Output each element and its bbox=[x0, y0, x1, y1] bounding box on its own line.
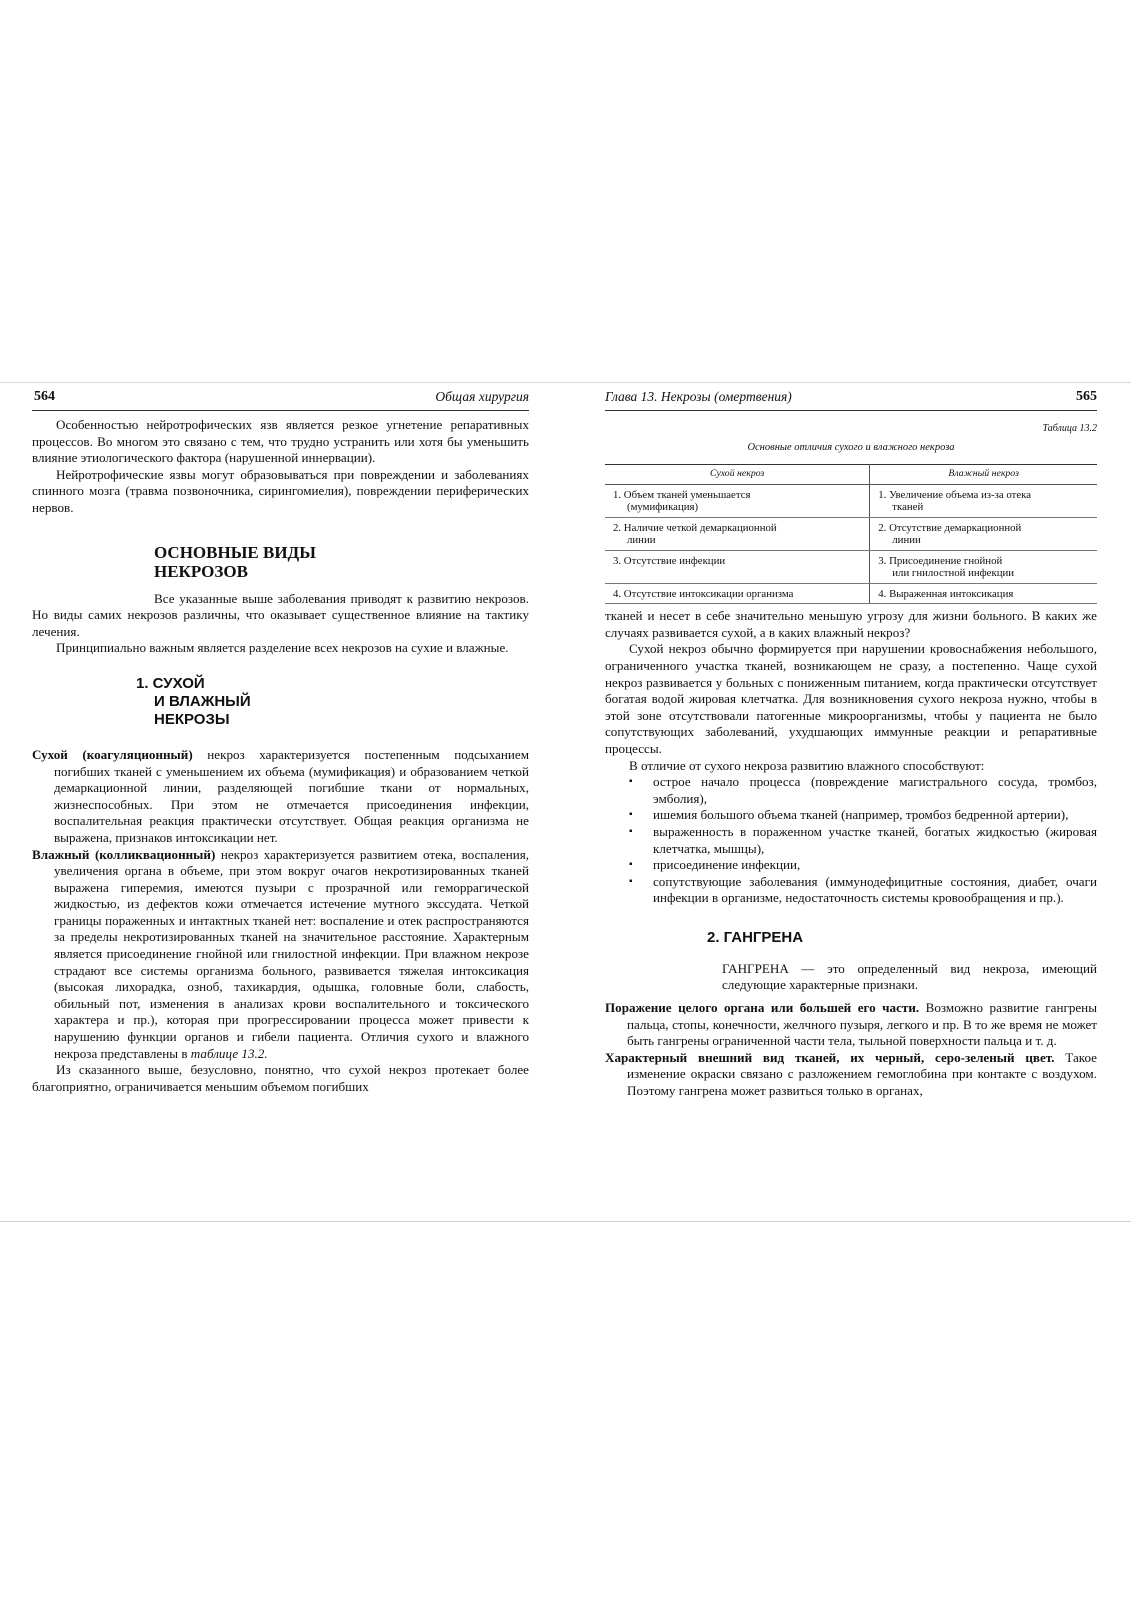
cell-text: 2. Наличие четкой демаркационной bbox=[613, 521, 777, 534]
section-heading bbox=[154, 543, 529, 581]
list-item: ▪ ишемия большого объема тканей (например, тромбоз бедренной артерии), bbox=[629, 807, 1097, 824]
bullet-list bbox=[605, 774, 1097, 907]
definition-gangrene-1 bbox=[605, 1000, 1097, 1050]
cell-text: 4. Выраженная интоксикация bbox=[878, 587, 1014, 600]
right-header-rule bbox=[605, 410, 1097, 411]
cell-text: 2. Отсутствие демаркационной bbox=[878, 521, 1022, 534]
right-running-head bbox=[605, 389, 1097, 409]
cell-text: 4. Отсутствие интоксикации организма bbox=[613, 587, 794, 600]
table-cell bbox=[605, 550, 870, 583]
right-page-body bbox=[605, 417, 1097, 1100]
comparison-table bbox=[605, 464, 1097, 604]
definition-text: некроз характеризуется постепенным подсыханием погибших тканей с уменьшением их объема (мумификация) и образованием четкой демаркационной линии, разделяющей погибшие ткани от нормальных, жизнеспособных. При этом не отмечается присоединения инфекции, воспалительная реакция практически отсутствует. Общая реакция организма не выражена, признаков интоксикации нет. bbox=[54, 746, 529, 845]
paragraph: тканей и несет в себе значительно меньшую угрозу для жизни больного. В каких же случаях развивается сухой, а в каких влажный некроз? bbox=[605, 608, 1097, 640]
left-page-body bbox=[32, 417, 529, 1095]
table-cell bbox=[870, 583, 1097, 604]
section-heading-line: НЕКРОЗОВ bbox=[154, 561, 248, 581]
table-cell bbox=[870, 550, 1097, 583]
subsection-heading-line: НЕКРОЗЫ bbox=[154, 710, 230, 728]
right-running-title: Глава 13. Некрозы (омертвения) bbox=[605, 389, 792, 404]
paragraph: В отличие от сухого некроза развитию влажного способствуют: bbox=[629, 757, 985, 773]
term: Характерный внешний вид тканей, их черный, серо-зеленый цвет. bbox=[605, 1049, 1055, 1065]
list-item: ▪ присоединение инфекции, bbox=[629, 857, 1097, 874]
table-cell bbox=[605, 583, 870, 604]
table-row bbox=[605, 517, 1097, 550]
cell-text: 3. Отсутствие инфекции bbox=[613, 554, 726, 567]
table-title: Основные отличия сухого и влажного некроза bbox=[747, 441, 955, 453]
paragraph: Сухой некроз обычно формируется при нарушении кровоснабжения небольшого, ограниченного участка тканей, возникающем не сразу, а постепенно. Чаще сухой некроз развивается у больных с пониженным питанием, когда практически отсутствует богатая водой жировая клетчатка. Для возникновения сухого некроза нужно, чтобы в этой зоне отсутствовали патогенные микроорганизмы, чтобы у пациента не было сопутствующих заболеваний, ухудшающих иммунные реакции и репаративные процессы. bbox=[605, 641, 1097, 756]
left-running-head bbox=[32, 389, 529, 409]
section-heading-line: ОСНОВНЫЕ ВИДЫ bbox=[154, 542, 316, 562]
definition-dry-necrosis bbox=[32, 747, 529, 847]
paragraph: ГАНГРЕНА — это определенный вид некроза, имеющий следующие характерные признаки. bbox=[722, 960, 1097, 993]
term: Поражение целого органа или большей его части. bbox=[605, 1000, 920, 1016]
right-page-number: 565 bbox=[1076, 389, 1097, 404]
term-dry: Сухой (коагуляционный) bbox=[32, 746, 193, 762]
term-wet: Влажный (колликвационный) bbox=[32, 846, 216, 862]
table-header-wet: Влажный некроз bbox=[870, 465, 1097, 485]
section-heading: 2. ГАНГРЕНА bbox=[707, 928, 804, 946]
cell-text: 1. Увеличение объема из-за отека bbox=[878, 488, 1032, 501]
table-cell bbox=[605, 484, 870, 517]
paragraph: Из сказанного выше, безусловно, понятно, что сухой некроз протекает более благоприятно, ограничивается меньшим объемом погибших bbox=[32, 1062, 529, 1094]
paragraph: Нейротрофические язвы могут образовываться при повреждении и заболеваниях спинного мозга (травма позвоночника, сирингомиелия), повреждении периферических нервов. bbox=[32, 466, 529, 515]
cell-text: или гнилостной инфекции bbox=[892, 567, 1015, 580]
table-row bbox=[605, 484, 1097, 517]
left-running-title: Общая хирургия bbox=[435, 389, 529, 404]
list-item: ▪ сопутствующие заболевания (иммунодефицитные состояния, диабет, очаги инфекции в организме, недостаточность системы кровообращения и пр.). bbox=[629, 874, 1097, 907]
list-item: ▪ выраженность в пораженном участке тканей, богатых жидкостью (жировая клетчатка, мышцы), bbox=[629, 824, 1097, 857]
definition-text: Возможно развитие гангрены пальца, стопы, конечности, желчного пузыря, легкого и пр. В то же время не может быть гангрены ограниченной части тела, тыльной поверхности пальца и т. д. bbox=[627, 1000, 1097, 1049]
table-header-dry: Сухой некроз bbox=[605, 465, 870, 485]
cell-text: (мумификация) bbox=[627, 501, 699, 514]
table-reference: таблице 13.2. bbox=[190, 1045, 268, 1061]
left-header-rule bbox=[32, 410, 529, 411]
book-spread bbox=[0, 382, 1131, 1222]
paragraph: Принципиально важным является разделение всех некрозов на сухие и влажные. bbox=[56, 640, 509, 656]
subsection-heading bbox=[136, 675, 529, 729]
cell-text: 3. Присоединение гнойной bbox=[878, 554, 1003, 567]
paragraph: Все указанные выше заболевания приводят к развитию некрозов. Но виды самих некрозов различны, что оказывает существенное влияние на тактику лечения. bbox=[32, 590, 529, 639]
table-header-row bbox=[605, 465, 1097, 485]
table-cell bbox=[605, 517, 870, 550]
table-cell bbox=[870, 517, 1097, 550]
table-row bbox=[605, 550, 1097, 583]
table-caption: Таблица 13.2 bbox=[1042, 423, 1097, 434]
paragraph: Особенностью нейротрофических язв является резкое угнетение репаративных процессов. Во многом это связано с тем, что трудно устранить или хотя бы уменьшить влияние этиологического фактора (нарушенной иннервации). bbox=[32, 417, 529, 466]
left-page-number: 564 bbox=[34, 389, 55, 404]
definition-gangrene-2 bbox=[605, 1050, 1097, 1100]
cell-text: 1. Объем тканей уменьшается bbox=[613, 488, 751, 501]
definition-wet-necrosis bbox=[32, 847, 529, 1063]
definition-text: некроз характеризуется развитием отека, воспаления, увеличения органа в объеме, при этом вокруг очагов некротизированных тканей выражена гиперемия, имеются пузыри с прозрачной или геморрагической жидкостью, из дефектов кожи отмечается истечение мутного экссудата. Четкой границы пораженных и интактных тканей нет: воспаление и отек распространяются за пределы некротизированных тканей на значительное расстояние. Характерным является присоединение гнойной или гнилостной инфекции. При влажном некрозе страдают все системы организма больного, развивается тяжелая интоксикация (высокая лихорадка, озноб, тахикардия, одышка, головные боли, слабость, обильный пот, изменения в анализах крови воспалительного и токсического характера и пр.), которая при прогрессировании процесса может привести к нарушению функции органов и гибели пациента. Отличия сухого и влажного некроза представлены в bbox=[54, 846, 530, 1061]
cell-text: тканей bbox=[892, 501, 924, 514]
table-row bbox=[605, 583, 1097, 604]
cell-text: линии bbox=[892, 534, 921, 547]
list-item: ▪ острое начало процесса (повреждение магистрального сосуда, тромбоз, эмболия), bbox=[629, 774, 1097, 807]
subsection-heading-line: И ВЛАЖНЫЙ bbox=[154, 692, 251, 710]
definition-text: Такое изменение окраски связано с разложением гемоглобина при контакте с воздухом. Поэтому гангрена может развиться только в органах, bbox=[627, 1049, 1097, 1099]
subsection-heading-line: 1. СУХОЙ bbox=[136, 674, 205, 692]
table-cell bbox=[870, 484, 1097, 517]
cell-text: линии bbox=[627, 534, 656, 547]
